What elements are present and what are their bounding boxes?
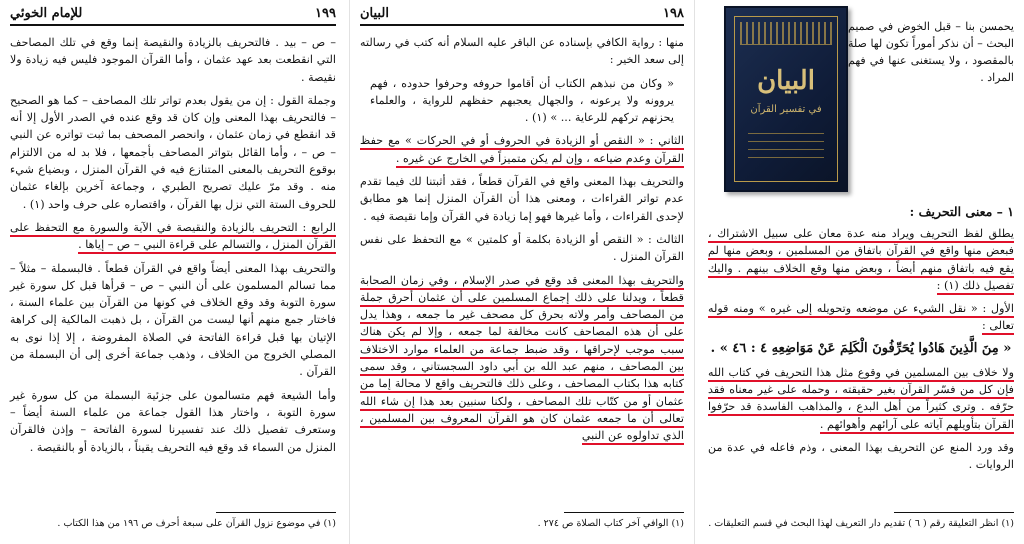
cover-title: البيان bbox=[757, 66, 815, 96]
page-199 bbox=[0, 0, 346, 544]
highlighted-text: الأول : « نقل الشيء عن موضعه وتحويله إلى غيره » ومنه قوله تعالى : bbox=[708, 302, 1014, 335]
section-title: ١ – معنى التحريف : bbox=[909, 204, 1014, 219]
page-198 bbox=[349, 0, 695, 544]
highlighted-text: ولا خلاف بين المسلمين في وقوع مثل هذا التحريف في كتاب الله فإن كل من فسّر القرآن بغير حقيقته ، وحمله على غير معناه فقد حرّفه . وترى كثيراً من أهل البدع ، والمذاهب الفاسدة قد حرّفوا القرآن بتأويلهم آياته على آرائهم وأهوائهم . bbox=[708, 366, 1014, 434]
paragraph bbox=[708, 364, 1014, 433]
paragraph: الثالث : « النقص أو الزيادة بكلمة أو كلمتين » مع التحفظ على نفس القرآن المنزل . bbox=[360, 232, 684, 264]
paragraph bbox=[708, 225, 1014, 294]
paragraph: والتحريف بهذا المعنى واقع في القرآن قطعاً ، فقد أثبتنا لك فيما تقدم عدم تواتر القراءات ، ومعنى هذا أن القرآن المنزل إنما هو مطابق لإحدى القراءات ، وأما غيرها فهو إما زيادة في القرآن وإما نقيصة فيه . bbox=[360, 175, 684, 223]
highlighted-text: يطلق لفظ التحريف ويراد منه عدة معان على سبيل الاشتراك ، فبعض منها واقع في القرآن باتفاق من المسلمين ، وبعض منها لم يقع فيه باتفاق منهم أيضاً ، وبعض منها وقع الخلاف بينهم . واليك تفصيل ذلك (١) : bbox=[708, 227, 1014, 295]
quotation: « وكان من نبذهم الكتاب أن أقاموا حروفه وحرفوا حدوده ، فهم يروونه ولا يرعونه ، والجهال يعجبهم حفظهم للرواية ، والعلماء يحزنهم تركهم للرعاية ... » (١) . bbox=[370, 76, 674, 125]
cover-subtitle: في تفسير القرآن bbox=[750, 104, 822, 115]
highlighted-text: والتحريف بهذا المعنى قد وقع في صدر الإسلام ، وفي زمان الصحابة قطعاً ، ويدلنا على ذلك إجماع المسلمين على أن عثمان أحرق جملة من المصاحف وأمر ولاته بحرق كل مصحف غير ما جمعه ، وهذا يدل على أن هذه المصاحف كانت مخالفة لما جمعه ، وإلا لم يكن هناك سبب موجب لإحراقها ، وقد ضبط جماعة من العلماء موارد الاختلاف بين المصاحف ، منهم عبد الله بن أبي داود السجستاني ، وقد سمى كتابه هذا بكتاب المصاحف ، وعلى ذلك فالتحريف واقع لا محالة إما من عثمان أو من كتّاب تلك المصاحف ، ولكنا سنبين بعد هذا إن شاء الله تعالى أن ما جمعه عثمان كان هو القرآن المعروف بين المسلمين ، الذي تداولوه عن النبي bbox=[360, 274, 684, 446]
page-intro bbox=[698, 0, 1024, 544]
paragraph: والتحريف بهذا المعنى أيضاً واقع في القرآن قطعاً . فالبسملة – مثلاً – مما تسالم المسلمون على أن النبي – ص – قرأها قبل كل سورة غير سورة التوبة وقد وقع الخلاف في كونها من القرآن بين علماء السنة ، فاختار جمع منهم أنها ليست من القرآن ، بل ذهبت المالكية إلى كراهة الإتيان بها قبل قراءة الفاتحة في الصلاة المفروضة ، إلا إذا نوى به المصلي الخروج من الخلاف ، وذهب جماعة أخرى إلى أن البسملة من القرآن . bbox=[10, 261, 336, 379]
cover-area bbox=[708, 6, 1014, 196]
footnote bbox=[708, 504, 1014, 530]
running-head bbox=[360, 6, 684, 26]
highlighted-text: الثاني : « النقص أو الزيادة في الحروف أو في الحركات » مع حفظ القرآن وعدم ضياعه ، وإن لم يكن متميزاً في الخارج عن غيره . bbox=[360, 134, 684, 167]
running-head bbox=[10, 6, 336, 26]
page-number: ١٩٩ bbox=[315, 6, 336, 21]
footnote-text: (١) الوافي آخر كتاب الصلاة ص ٢٧٤ . bbox=[537, 518, 684, 529]
paragraph: وجملة القول : إن من يقول بعدم تواتر تلك المصاحف – كما هو الصحيح – فالتحريف بهذا المعنى وإن كان قد وقع عنده في الصدر الأول إلا أنه قد انقطع في زمان عثمان ، وانحصر المصحف بما ثبت تواتره عن النبي – ص – ، وأما القائل بتواتر المصاحف بأجمعها ، فلا بد له من الالتزام بوقوع التحريف بالمعنى المتنازع فيه في القرآن المنزل ، وبضياع شيء منه . وقد مرّ عليك تصريح الطبري ، وجماعة آخرين بإلغاء عثمان للحروف الستة التي نزل بها القرآن ، واقتصاره على حرف واحد (١) . bbox=[10, 93, 336, 211]
cover-ornament bbox=[740, 22, 832, 45]
paragraph: منها : رواية الكافي بإسناده عن الباقر عليه السلام أنه كتب في رسالته إلى سعد الخير : bbox=[360, 36, 684, 67]
running-title: البيان bbox=[360, 6, 389, 21]
paragraph bbox=[10, 219, 336, 254]
footnote-text: (١) في موضوع نزول القرآن على سبعة أحرف ص ١٩٦ من هذا الكتاب . bbox=[57, 518, 336, 529]
footnote-rule bbox=[216, 512, 336, 513]
book-cover-image bbox=[724, 6, 848, 192]
paragraph bbox=[708, 300, 1014, 335]
paragraph bbox=[360, 132, 684, 167]
paragraph bbox=[360, 272, 684, 445]
cover-lines bbox=[748, 126, 824, 165]
running-title: للإمام الخوئي bbox=[10, 6, 83, 21]
footnote-rule bbox=[894, 512, 1014, 513]
footnote-rule bbox=[564, 512, 684, 513]
paragraph: وأما الشيعة فهم متسالمون على جزئية البسملة من كل سورة غير سورة التوبة ، واختار هذا القول جماعة من علماء السنة أيضاً – وستعرف تفصيل ذلك عند تفسيرنا لسورة الفاتحة – وإذن فالقرآن المنزل من السماء قد وقع فيه التحريف يقيناً ، بالزيادة أو بالنقيصة . bbox=[10, 388, 336, 454]
footnote bbox=[10, 504, 336, 530]
paragraph: يحمسن بنا – قبل الخوض في صميم البحث – أن نذكر أموراً تكون لها صلة بالمقصود ، ولا يستغنى عنها في فهم المراد . bbox=[848, 20, 1014, 84]
paragraph: – ص – بيد . فالتحريف بالزيادة والنقيصة إنما وقع في تلك المصاحف التي انقطعت بعد عهد عثمان ، وأما القرآن الموجود فليس فيه زيادة ولا نقيصة . bbox=[10, 36, 336, 84]
footnote bbox=[360, 504, 684, 530]
page-number: ١٩٨ bbox=[663, 6, 684, 21]
intro-text bbox=[848, 18, 1014, 92]
paragraph: وقد ورد المنع عن التحريف بهذا المعنى ، وذم فاعله في عدة من الروايات . bbox=[708, 440, 1014, 472]
quran-verse: « مِنَ الَّذِينَ هَادُوا يُحَرِّفُونَ الْكَلِمَ عَنْ مَوَاضِعِهِ ٤ : ٤٦ » . bbox=[710, 340, 1012, 356]
footnote-text: (١) انظر التعليقة رقم ( ٦ ) تقديم دار التعريف لهذا البحث في قسم التعليقات . bbox=[708, 518, 1014, 529]
highlighted-text: الرابع : التحريف بالزيادة والنقيصة في الآية والسورة مع التحفظ على القرآن المنزل ، والتسالم على قراءة النبي – ص – إياها . bbox=[10, 221, 336, 254]
